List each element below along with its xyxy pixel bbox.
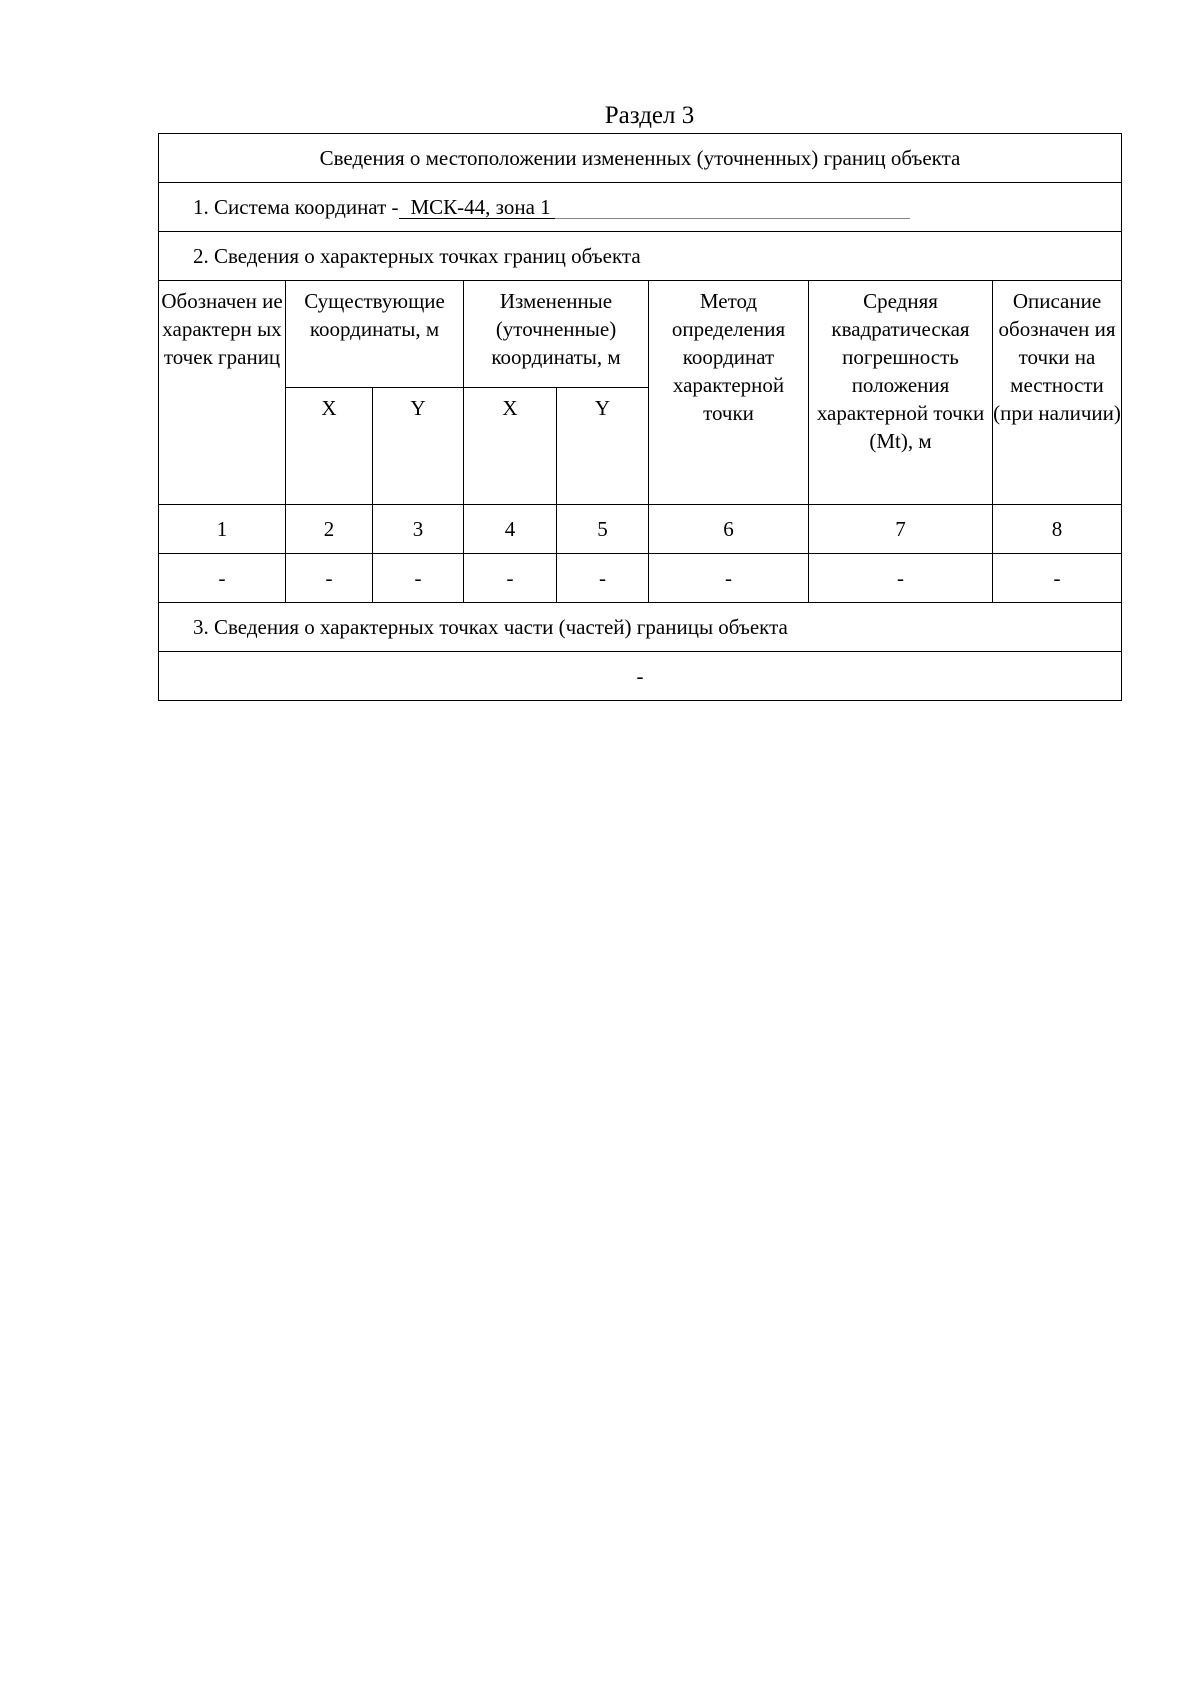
part-points-title: 3. Сведения о характерных точках части (частей) границы объекта xyxy=(159,603,1122,652)
section-title: Раздел 3 xyxy=(604,102,695,129)
table-cell: - xyxy=(373,554,464,603)
table-cell: - xyxy=(809,554,993,603)
table-cell: - xyxy=(159,554,286,603)
table-cell: - xyxy=(557,554,649,603)
header-existing-x: X xyxy=(286,388,373,505)
header-changed-coords: Измененные (уточненные) координаты, м xyxy=(464,281,649,388)
column-number: 2 xyxy=(286,505,373,554)
coord-system-value: МСК-44, зона 1 xyxy=(399,196,555,219)
header-mean-error: Средняя квадратическая погрешность положения характерной точки (Mt), м xyxy=(809,281,993,505)
table-title: Сведения о местоположении измененных (уточненных) границ объекта xyxy=(159,134,1122,183)
column-number: 8 xyxy=(993,505,1122,554)
table-row xyxy=(159,554,1122,603)
column-number: 7 xyxy=(809,505,993,554)
coord-system-row xyxy=(159,183,1122,232)
table-cell: - xyxy=(649,554,809,603)
boundary-table xyxy=(158,133,1122,701)
header-existing-y: Y xyxy=(373,388,464,505)
column-number: 5 xyxy=(557,505,649,554)
table-cell: - xyxy=(993,554,1122,603)
header-method: Метод определения координат характерной точки xyxy=(649,281,809,505)
coord-system-label: 1. Система координат - xyxy=(193,195,399,219)
part-points-value: - xyxy=(159,652,1122,701)
header-existing-coords: Существующие координаты, м xyxy=(286,281,464,388)
column-number: 1 xyxy=(159,505,286,554)
column-numbers-row xyxy=(159,505,1122,554)
column-number: 4 xyxy=(464,505,557,554)
header-changed-y: Y xyxy=(557,388,649,505)
header-description: Описание обозначен ия точки на местности (при наличии) xyxy=(993,281,1122,505)
column-number: 6 xyxy=(649,505,809,554)
header-changed-x: X xyxy=(464,388,557,505)
header-point-designation: Обозначен ие характерн ых точек границ xyxy=(159,281,286,505)
coord-system-blank-line xyxy=(555,196,910,219)
column-number: 3 xyxy=(373,505,464,554)
table-cell: - xyxy=(286,554,373,603)
table-cell: - xyxy=(464,554,557,603)
boundary-points-title: 2. Сведения о характерных точках границ объекта xyxy=(159,232,1122,281)
